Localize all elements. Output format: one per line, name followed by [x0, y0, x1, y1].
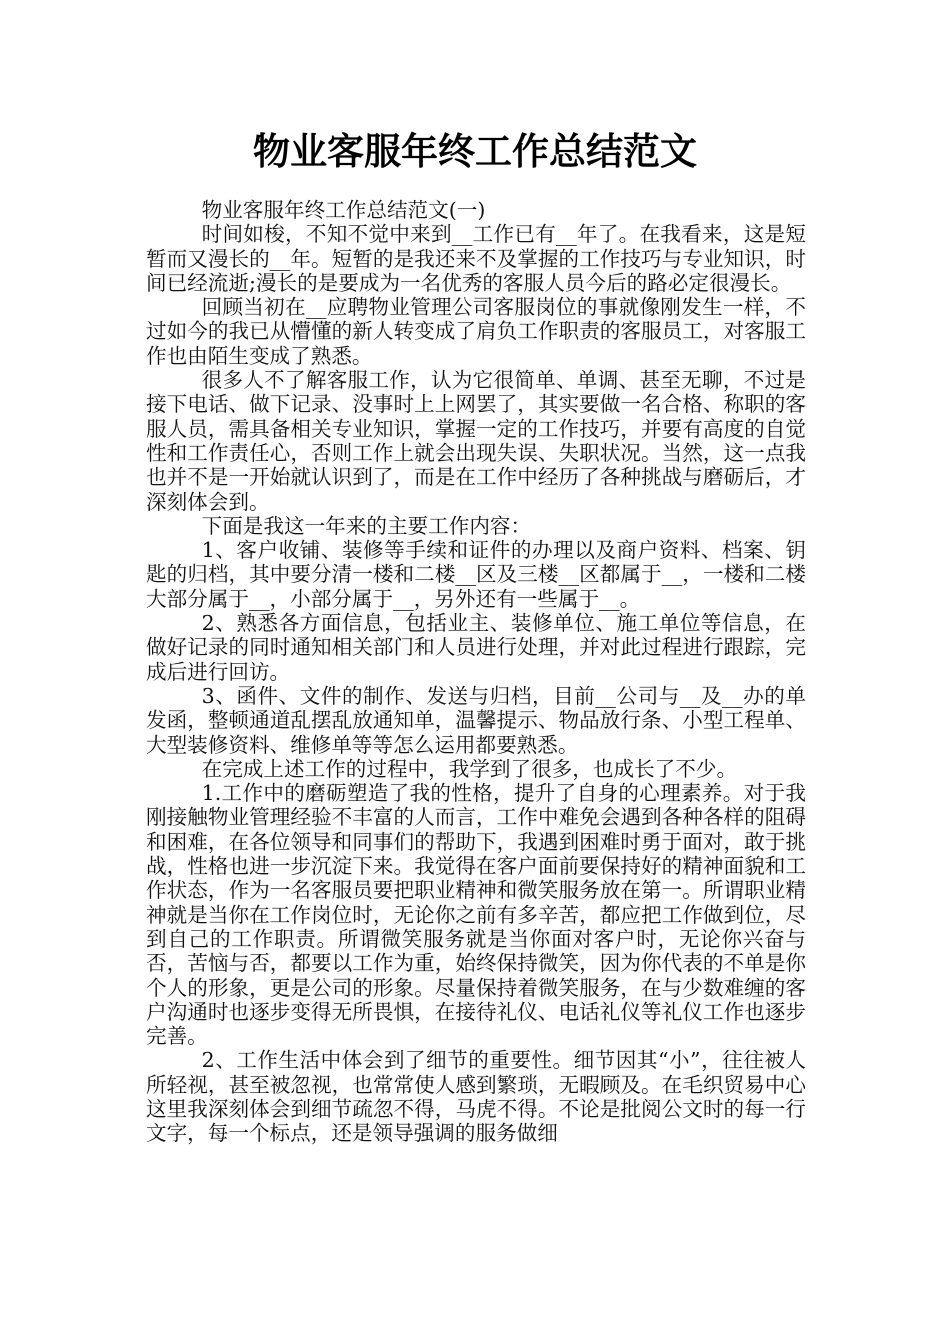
body-paragraph: 在完成上述工作的过程中，我学到了很多，也成长了不少。 — [201, 756, 738, 781]
list-item-paragraph: 3、函件、文件的制作、发送与归档，目前__公司与__及__办的单发函，整顿通道乱摆乱放通知单，温馨提示、物品放行条、小型工程单、大型装修资料、维修单等等怎么运用都要熟悉。 — [146, 683, 806, 757]
body-paragraph: 很多人不了解客服工作，认为它很简单、单调、甚至无聊，不过是接下电话、做下记录、没事时上上网罢了，其实要做一名合格、称职的客服人员，需具备相关专业知识，掌握一定的工作技巧，并要有高度的自觉性和工作责任心，否则工作上就会出现失误、失职状况。当然，这一点我也并不是一开始就认识到了，而是在工作中经历了各种挑战与磨砺后，才深刻体会到。 — [146, 368, 806, 514]
list-item-paragraph: 2、工作生活中体会到了细节的重要性。细节因其“小”，往往被人所轻视，甚至被忽视，也常常使人感到繁琐，无暇顾及。在毛织贸易中心这里我深刻体会到细节疏忽不得，马虎不得。不论是批阅公文时的每一行文字，每一个标点，还是领导强调的服务做细 — [146, 1048, 806, 1146]
body-paragraph: 下面是我这一年来的主要工作内容： — [201, 513, 532, 538]
list-item-paragraph: 1、客户收铺、装修等手续和证件的办理以及商户资料、档案、钥匙的归档，其中要分清一楼和二楼__区及三楼__区都属于__，一楼和二楼大部分属于__，小部分属于__，另外还有一些属于__。 — [146, 538, 806, 611]
body-paragraph: 回顾当初在__应聘物业管理公司客服岗位的事就像刚发生一样，不过如今的我已从懵懂的新人转变成了肩负工作职责的客服员工，对客服工作也由陌生变成了熟悉。 — [146, 295, 806, 368]
body-paragraph: 时间如梭，不知不觉中来到__工作已有__年了。在我看来，这是短暂而又漫长的__年。短暂的是我还来不及掌握的工作技巧与专业知识，时间已经流逝;漫长的是要成为一名优秀的客服人员今后的路必定很漫长。 — [146, 222, 806, 295]
document-body — [146, 198, 806, 1146]
document-title: 物业客服年终工作总结范文 — [253, 130, 697, 173]
list-item-paragraph: 1.工作中的磨砺塑造了我的性格，提升了自身的心理素养。对于我刚接触物业管理经验不丰富的人而言，工作中难免会遇到各种各样的阻碍和困难，在各位领导和同事们的帮助下，我遇到困难时勇于面对，敢于挑战，性格也进一步沉淀下来。我觉得在客户面前要保持好的精神面貌和工作状态，作为一名客服员要把职业精神和微笑服务放在第一。所谓职业精神就是当你在工作岗位时，无论你之前有多辛苦，都应把工作做到位，尽到自己的工作职责。所谓微笑服务就是当你面对客户时，无论你兴奋与否，苦恼与否，都要以工作为重，始终保持微笑，因为你代表的不单是你个人的形象，更是公司的形象。尽量保持着微笑服务，在与少数难缠的客户沟通时也逐步变得无所畏惧，在接待礼仪、电话礼仪等礼仪工作也逐步完善。 — [146, 781, 806, 1049]
list-item-paragraph: 2、熟悉各方面信息，包括业主、装修单位、施工单位等信息，在做好记录的同时通知相关部门和人员进行处理，并对此过程进行跟踪，完成后进行回访。 — [146, 611, 806, 684]
subtitle-paragraph: 物业客服年终工作总结范文(一) — [201, 198, 486, 222]
